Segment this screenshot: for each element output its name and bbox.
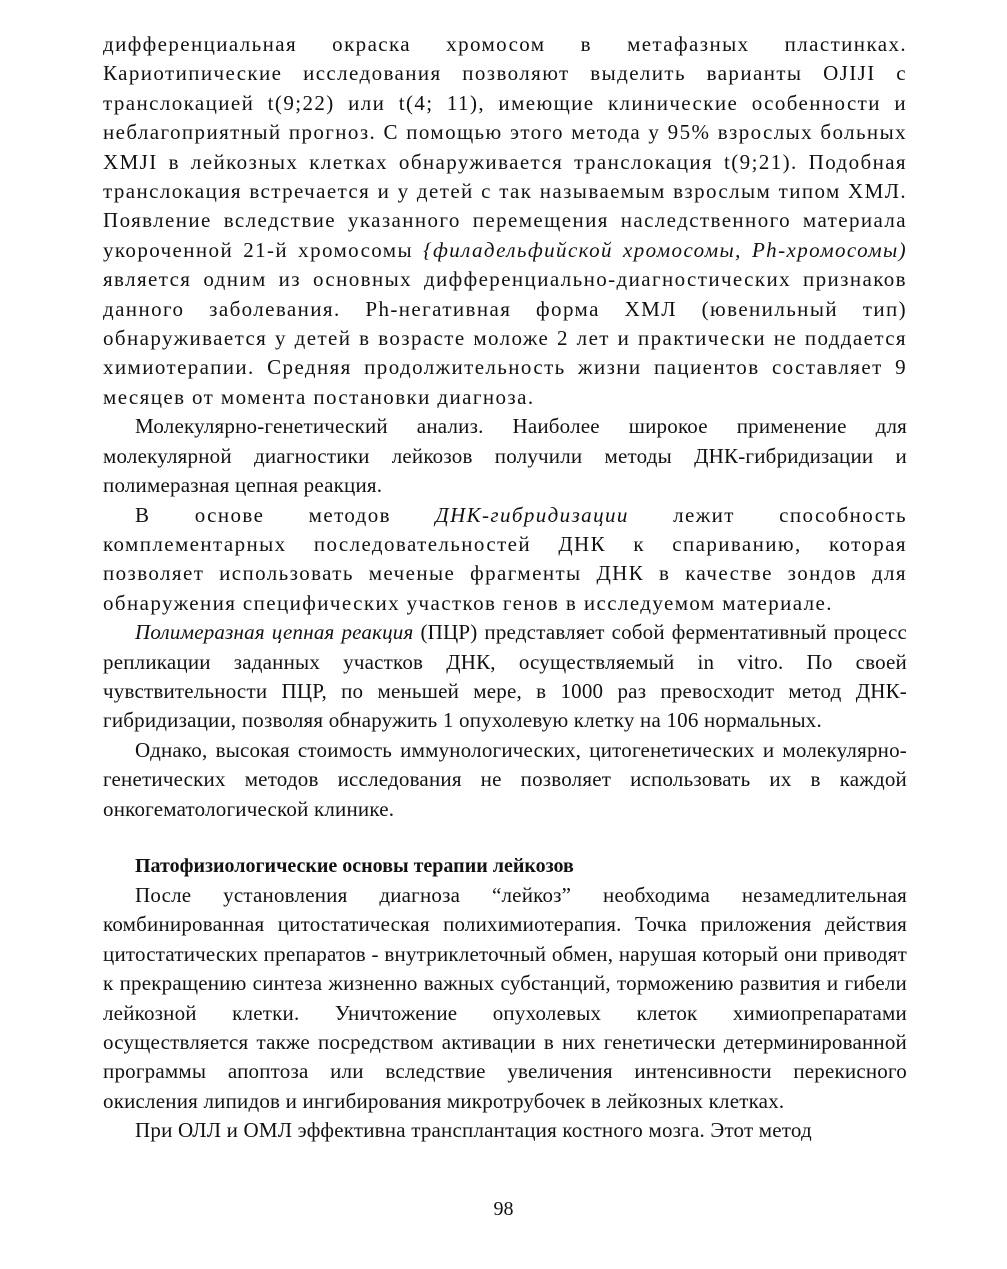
paragraph-text: Молекулярно-генетический анализ. Наиболее широкое применение для молекулярной диагностики лейкозов получили методы ДНК-гибридизации и полимеразная цепная реакция. xyxy=(103,414,907,498)
paragraph-italic: {филадельфийской хромосомы, Ph-хромосомы) xyxy=(423,237,908,262)
paragraph-pcr xyxy=(103,618,907,736)
paragraph-italic: Полимеразная цепная реакция xyxy=(135,620,414,645)
paragraph-dna-hybridization xyxy=(103,501,907,619)
paragraph-therapy xyxy=(103,881,907,1116)
paragraph-cost xyxy=(103,736,907,824)
paragraph-text-continued: лежит способность комплементарных последовательностей ДНК к спариванию, которая позволяет использовать меченые фрагменты ДНК в качестве зондов для обнаружения специфических участков генов в исследуемом материале. xyxy=(103,502,907,615)
paragraph-transplant xyxy=(103,1116,907,1145)
paragraph-text: (ПЦР) представляет собой ферментативный процесс репликации заданных участков ДНК, осуществляемый in vitro. По своей чувствительности ПЦР, по меньшей мере, в 1000 раз превосходит метод ДНК-гибридизации, позволяя обнаружить 1 опухолевую клетку на 106 нормальных. xyxy=(103,620,907,733)
paragraph-karyotype xyxy=(103,30,907,412)
page-content xyxy=(103,30,907,1146)
paragraph-text: Однако, высокая стоимость иммунологических, цитогенетических и молекулярно-генетических методов исследования не позволяет использовать их в каждой онкогематологической клинике. xyxy=(103,737,907,821)
paragraph-italic: ДНК-гибридизации xyxy=(435,502,629,527)
paragraph-text: В основе методов xyxy=(135,502,436,527)
paragraph-text: После установления диагноза “лейкоз” необходима незамедлительная комбинированная цитостатическая полихимиотерапия. Точка приложения действия цитостатических препаратов - внутриклеточный обмен, нарушая который они приводят к прекращению синтеза жизненно важных субстанций, торможению развития и гибели лейкозной клетки. Уничтожение опухолевых клеток химиопрепаратами осуществляется также посредством активации в них генетически детерминированной программы апоптоза или вследствие увеличения интенсивности перекисного окисления липидов и ингибирования микротрубочек в лейкозных клетках. xyxy=(103,882,907,1113)
paragraph-text: При ОЛЛ и ОМЛ эффективна трансплантация костного мозга. Этот метод xyxy=(135,1118,812,1143)
section-heading: Патофизиологические основы терапии лейкозов xyxy=(135,854,574,877)
paragraph-molecular-analysis xyxy=(103,412,907,500)
paragraph-text: дифференциальная окраска хромосом в метафазных пластинках. Кариотипические исследования позволяют выделить варианты OJIJI с транслокацией t(9;22) или t(4; 11), имеющие клинические особенности и неблагоприятный прогноз. С помощью этого метода у 95% взрослых больных ХМJI в лейкозных клетках обнаруживается транслокация t(9;21). Подобная транслокация встречается и у детей с так называемым взрослым типом ХМЛ. Появление вследствие указанного перемещения наследственного материала укороченной 21-й хромосомы xyxy=(103,32,907,262)
paragraph-text-continued: является одним из основных дифференциально-диагностических признаков данного заболевания. Ph-негативная форма ХМЛ (ювенильный тип) обнаруживается у детей в возрасте моложе 2 лет и практически не поддается химиотерапии. Средняя продолжительность жизни пациентов составляет 9 месяцев от момента постановки диагноза. xyxy=(103,267,907,409)
page-number: 98 xyxy=(493,1198,514,1220)
